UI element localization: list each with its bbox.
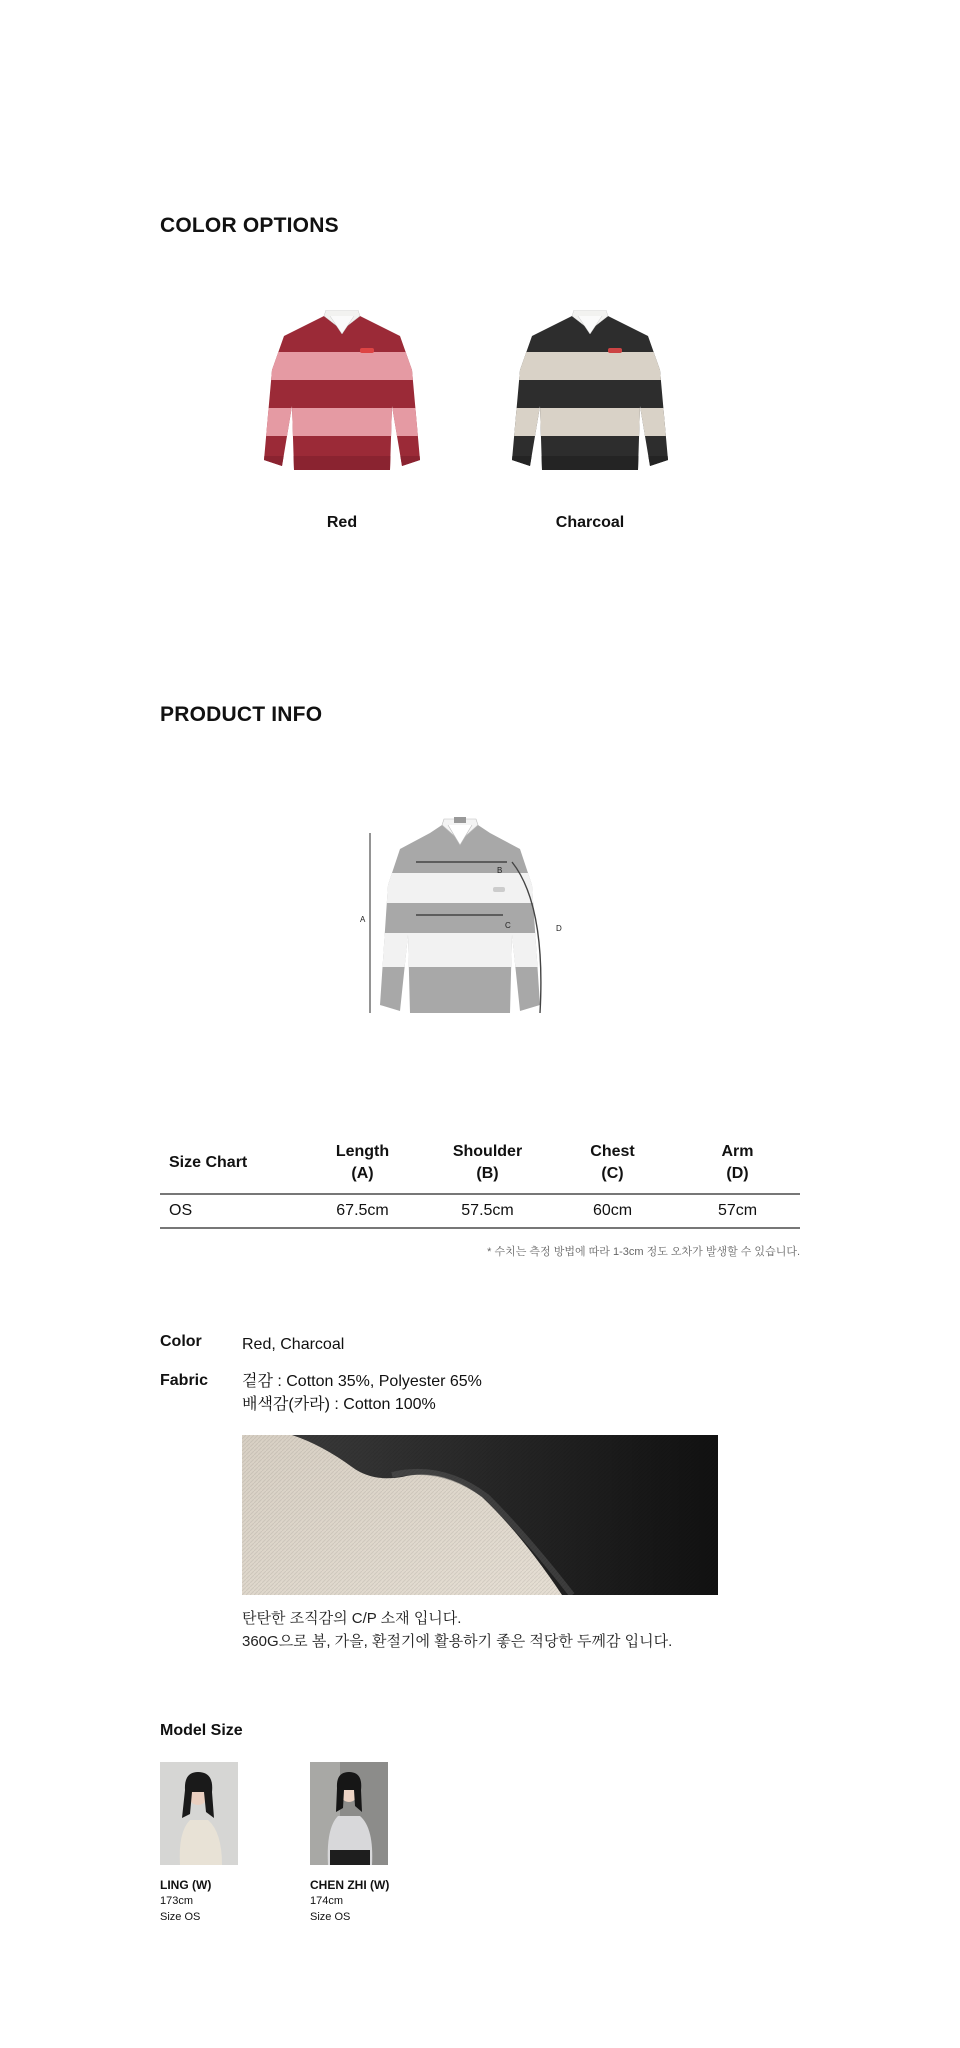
model-height: 174cm (310, 1895, 344, 1907)
length-cell: 67.5cm (300, 1194, 425, 1228)
fabric-closeup-image (242, 1435, 718, 1595)
spec-color-value: Red, Charcoal (242, 1336, 345, 1353)
header-arm: Arm (D) (675, 1135, 800, 1194)
model-card (160, 1762, 280, 1924)
sweater-red-image (252, 310, 432, 490)
header-size-chart: Size Chart (160, 1135, 300, 1194)
header-shoulder: Shoulder (B) (425, 1135, 550, 1194)
model-size: Size OS (160, 1911, 201, 1923)
size-chart-table (160, 1135, 800, 1229)
diagram-label-b: B (497, 866, 503, 875)
diagram-label-d: D (556, 924, 562, 933)
chest-cell: 60cm (550, 1194, 675, 1228)
model-name: CHEN ZHI (W) (310, 1878, 390, 1892)
shoulder-cell: 57.5cm (425, 1194, 550, 1228)
spec-fabric-value (242, 1370, 482, 1416)
diagram-label-a: A (360, 915, 366, 924)
measurement-diagram (360, 815, 610, 1025)
spec-color-label: Color (160, 1333, 202, 1350)
color-label-red: Red (326, 514, 358, 531)
fabric-desc-line-2: 360G으로 봄, 가을, 환절기에 활용하기 좋은 적당한 두께감 입니다. (242, 1633, 673, 1650)
header-length: Length (A) (300, 1135, 425, 1194)
sweater-charcoal-image (500, 310, 680, 490)
fabric-desc-line-1: 탄탄한 조직감의 C/P 소재 입니다. (242, 1610, 462, 1627)
arm-cell: 57cm (675, 1194, 800, 1228)
model-size: Size OS (310, 1911, 351, 1923)
model-card (310, 1762, 430, 1924)
color-label-charcoal: Charcoal (555, 514, 625, 531)
model-size-title: Model Size (160, 1722, 243, 1739)
fabric-line-2: 배색감(카라) : Cotton 100% (242, 1396, 436, 1413)
diagram-label-c: C (505, 921, 511, 930)
size-cell: OS (160, 1194, 300, 1228)
model-name: LING (W) (160, 1878, 212, 1892)
measurement-note: * 수치는 측정 방법에 따라 1-3cm 정도 오차가 발생할 수 있습니다. (487, 1246, 800, 1258)
size-chart-header-row (160, 1135, 800, 1194)
model-photo (160, 1762, 238, 1865)
product-info-title: PRODUCT INFO (160, 703, 323, 726)
model-height: 173cm (160, 1895, 194, 1907)
fabric-line-1: 겉감 : Cotton 35%, Polyester 65% (242, 1373, 482, 1390)
table-row (160, 1194, 800, 1228)
model-photo (310, 1762, 388, 1865)
color-options-title: COLOR OPTIONS (160, 214, 339, 237)
spec-fabric-label: Fabric (160, 1372, 209, 1389)
header-chest: Chest (C) (550, 1135, 675, 1194)
fabric-description (242, 1607, 672, 1653)
